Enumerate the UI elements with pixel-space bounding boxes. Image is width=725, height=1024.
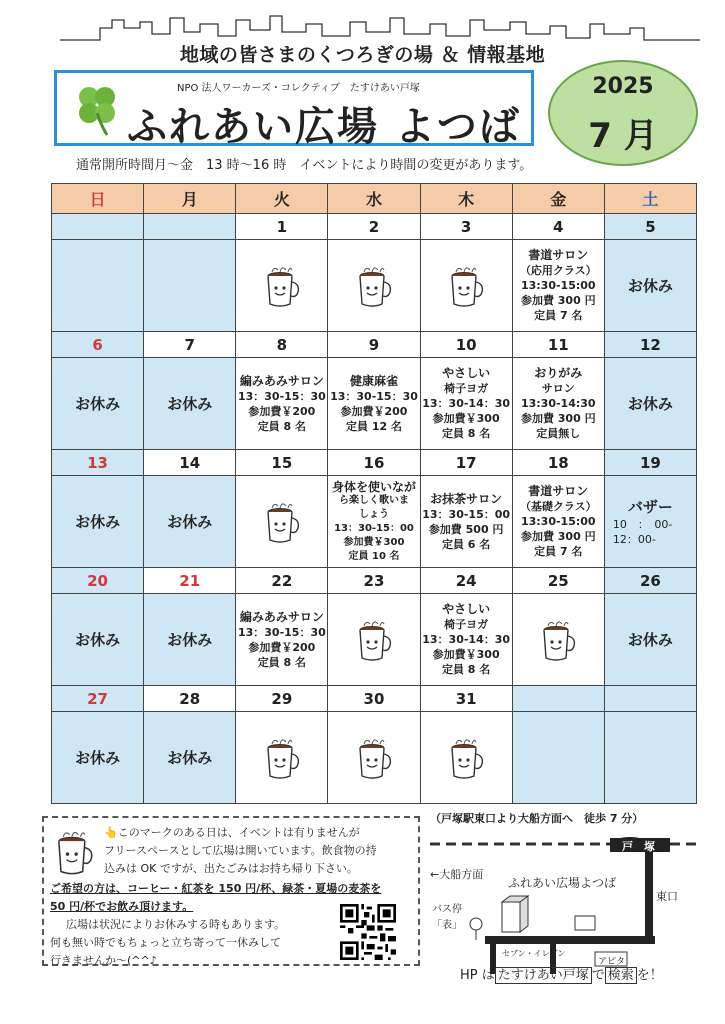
coffee-cup-icon: [446, 262, 486, 310]
date-number: 1: [236, 214, 328, 240]
date-number: 26: [604, 568, 696, 594]
event-line: 参加費 500 円: [428, 522, 504, 536]
event-line: 参加費 300 円: [520, 294, 596, 307]
day-cell: [144, 240, 236, 332]
day-cell: [144, 476, 236, 568]
event-line: やさしい: [442, 366, 491, 380]
event-line: 椅子ヨガ: [444, 618, 489, 631]
event-info: [513, 248, 604, 323]
map-ofuna-label: ←大船方面: [430, 868, 484, 881]
event-row: [52, 712, 697, 804]
event-row: [52, 476, 697, 568]
closed-label: お休み: [167, 395, 213, 413]
closed-label: お休み: [627, 395, 673, 413]
date-number: 23: [328, 568, 420, 594]
date-number: 11: [512, 332, 604, 358]
day-cell: [604, 240, 696, 332]
event-line: （基礎クラス）: [519, 500, 597, 513]
day-cell: [512, 358, 604, 450]
event-line: 椅子ヨガ: [444, 382, 489, 395]
date-row: [52, 214, 697, 240]
day-cell: [144, 358, 236, 450]
closed-label: お休み: [167, 749, 213, 767]
map-bus-stop-label: バス停: [432, 904, 462, 915]
date-number: 3: [420, 214, 512, 240]
hp-name-box: たすけあい戸塚: [495, 967, 592, 984]
closed-label: お休み: [75, 631, 121, 649]
date-number: 17: [420, 450, 512, 476]
event-line: 13:30-15:00: [520, 279, 596, 292]
event-line: 身体を使いなが: [331, 479, 416, 494]
bazaar-time-2: 12：00-: [612, 533, 656, 546]
weekday-wed: 水: [328, 184, 420, 214]
date-number: 4: [512, 214, 604, 240]
day-cell: [604, 476, 696, 568]
coffee-cup-icon: [52, 826, 96, 878]
event-line: 定員 7 名: [534, 309, 583, 322]
date-number: 15: [236, 450, 328, 476]
event-line: 13：30-15：30: [237, 625, 326, 639]
month-label: 7 月: [588, 116, 658, 156]
day-cell: [420, 240, 512, 332]
day-cell: [236, 712, 328, 804]
opening-hours: 通常開所時間月～金 13 時～16 時 イベントにより時間の変更があります。: [76, 158, 533, 173]
date-number: 19: [604, 450, 696, 476]
date-number: 9: [328, 332, 420, 358]
coffee-cup-icon: [354, 262, 394, 310]
event-info: [513, 484, 604, 559]
note-line-2: フリースペースとして広場は開いています。飲食物の持: [104, 844, 377, 857]
event-line: サロン: [541, 382, 575, 395]
day-cell: [236, 594, 328, 686]
event-line: 参加費 300 円: [520, 412, 596, 425]
date-number: 24: [420, 568, 512, 594]
weekday-fri: 金: [512, 184, 604, 214]
day-cell: [236, 476, 328, 568]
day-cell: [512, 476, 604, 568]
event-line: 定員 8 名: [441, 663, 491, 676]
event-line: おりがみ: [534, 366, 583, 380]
date-row: [52, 686, 697, 712]
note-line-5: 50 円/杯でお飲み頂けます。: [50, 900, 194, 913]
date-number: 7: [144, 332, 236, 358]
event-line: （応用クラス）: [519, 264, 597, 277]
closed-label: お休み: [627, 277, 673, 295]
hp-suffix: を！: [636, 968, 663, 983]
date-number: 8: [236, 332, 328, 358]
date-number: 30: [328, 686, 420, 712]
map-caption: （戸塚駅東口より大船方面へ 徒歩 7 分）: [430, 812, 644, 825]
event-info: [328, 374, 419, 434]
day-cell: [328, 476, 420, 568]
closed-label: お休み: [167, 513, 213, 531]
event-line: 健康麻雀: [349, 373, 398, 388]
weekday-thu: 木: [420, 184, 512, 214]
event-info: [328, 480, 419, 564]
date-number: 22: [236, 568, 328, 594]
date-number: [144, 214, 236, 240]
event-line: 定員 8 名: [257, 419, 307, 433]
day-cell: [52, 476, 144, 568]
event-line: 13：30-14：30: [422, 397, 511, 410]
date-number: 10: [420, 332, 512, 358]
homepage-search: [460, 964, 663, 983]
note-line-7: 何も無い時でもちょっと立ち寄って一休みして: [50, 936, 281, 949]
weekday-sun: 日: [52, 184, 144, 214]
event-line: 参加費￥200: [248, 640, 316, 654]
date-number: 31: [420, 686, 512, 712]
map-bus-name-label: 「表」: [432, 920, 462, 931]
day-cell: [604, 358, 696, 450]
event-info: [421, 492, 512, 552]
day-cell: [512, 712, 604, 804]
day-cell: [420, 712, 512, 804]
event-info: [421, 366, 512, 441]
qr-code-icon[interactable]: [340, 904, 396, 960]
date-row: [52, 450, 697, 476]
event-info: [236, 374, 327, 434]
closed-label: お休み: [75, 395, 121, 413]
event-line: 13：30-15：00: [422, 507, 511, 521]
event-line: 定員 6 名: [441, 537, 491, 551]
day-cell: [52, 240, 144, 332]
day-cell: [236, 358, 328, 450]
date-number: 18: [512, 450, 604, 476]
date-row: [52, 568, 697, 594]
event-row: [52, 240, 697, 332]
event-line: 13：30-15：30: [330, 389, 418, 403]
day-cell: [52, 712, 144, 804]
event-line: 定員 7 名: [534, 545, 583, 558]
day-cell: [328, 358, 420, 450]
coffee-cup-icon: [354, 616, 394, 664]
date-number: 29: [236, 686, 328, 712]
note-line-3: 込みは OK ですが、出たごみはお持ち帰り下さい。: [104, 862, 358, 875]
day-cell: [604, 594, 696, 686]
event-line: 定員無し: [536, 427, 581, 440]
hp-search-box[interactable]: 検索: [605, 967, 637, 984]
calendar-table: [51, 183, 697, 804]
event-line: 13：30-15：30: [237, 389, 326, 403]
access-map: [430, 808, 700, 976]
note-line-6: 広場は状況によりお休みする時もあります。: [66, 918, 286, 931]
event-line: 定員 10 名: [348, 550, 400, 562]
day-cell: [604, 712, 696, 804]
date-number: 28: [144, 686, 236, 712]
event-line: 参加費￥300: [343, 536, 405, 548]
day-cell: [512, 594, 604, 686]
day-cell: [144, 594, 236, 686]
event-line: 参加費￥200: [248, 404, 316, 418]
day-cell: [52, 594, 144, 686]
closed-label: お休み: [167, 631, 213, 649]
date-number: 16: [328, 450, 420, 476]
map-seven-label: セブン・イレブン: [502, 949, 566, 958]
day-cell: [328, 594, 420, 686]
date-number: 25: [512, 568, 604, 594]
date-number: 21: [144, 568, 236, 594]
coffee-cup-icon: [354, 734, 394, 782]
coffee-cup-icon: [262, 734, 302, 782]
date-number: 20: [52, 568, 144, 594]
day-cell: [420, 594, 512, 686]
day-cell: [512, 240, 604, 332]
map-apita-label: アピタ: [598, 957, 626, 967]
closed-label: お休み: [75, 749, 121, 767]
event-line: 参加費￥300: [432, 648, 500, 661]
clover-icon: [75, 83, 119, 137]
hp-mid: で: [591, 968, 605, 983]
event-line: しょう: [358, 508, 389, 520]
year-label: 2025: [592, 74, 654, 99]
event-line: 書道サロン: [528, 248, 589, 262]
event-line: 書道サロン: [528, 484, 589, 498]
coffee-cup-icon: [262, 498, 302, 546]
map-station-label: 戸 塚: [622, 840, 655, 853]
event-line: お抹茶サロン: [430, 491, 503, 506]
event-line: 定員 8 名: [257, 655, 307, 669]
date-number: 2: [328, 214, 420, 240]
event-row: [52, 358, 697, 450]
event-line: 参加費 300 円: [520, 530, 596, 543]
date-number: 14: [144, 450, 236, 476]
subtitle: 地域の皆さまのくつろぎの場 ＆ 情報基地: [179, 44, 546, 66]
day-cell: [236, 240, 328, 332]
bazaar-time-1: 10 ： 00-: [612, 518, 673, 531]
date-number: [512, 686, 604, 712]
day-cell: [144, 712, 236, 804]
event-info: [421, 602, 512, 677]
weekday-sat: 土: [604, 184, 696, 214]
date-number: 27: [52, 686, 144, 712]
event-line: やさしい: [442, 602, 491, 616]
event-line: 13：30-15：00: [334, 522, 414, 534]
event-info: [236, 610, 327, 670]
event-line: 13:30-15:00: [520, 515, 596, 528]
page-title: ふれあい広場 よつば: [127, 104, 521, 150]
day-cell: [52, 358, 144, 450]
date-number: [52, 214, 144, 240]
day-cell: [420, 476, 512, 568]
bazaar-title: バザー: [627, 498, 673, 516]
weekday-mon: 月: [144, 184, 236, 214]
note-line-4: ご希望の方は、コーヒー・紅茶を 150 円/杯、緑茶・夏場の麦茶を: [50, 882, 382, 895]
date-number: 12: [604, 332, 696, 358]
closed-label: お休み: [627, 631, 673, 649]
date-row: [52, 332, 697, 358]
info-note: [42, 816, 420, 966]
closed-label: お休み: [75, 513, 121, 531]
note-line-1: 👆このマークのある日は、イベントは有りませんが: [104, 826, 360, 839]
event-info: [513, 366, 604, 441]
day-cell: [420, 358, 512, 450]
date-number: [604, 686, 696, 712]
hp-prefix: HP は: [460, 968, 495, 983]
title-box: [54, 70, 534, 150]
weekday-tue: 火: [236, 184, 328, 214]
event-row: [52, 594, 697, 686]
event-line: 編みあみサロン: [239, 609, 324, 624]
map-place-label: ふれあい広場よつば: [508, 876, 617, 890]
coffee-cup-icon: [446, 734, 486, 782]
event-line: 参加費￥200: [340, 404, 408, 418]
event-line: 定員 8 名: [441, 427, 491, 440]
note-line-8: 行きませんか～(^^♪: [50, 954, 157, 967]
event-line: ら楽しく歌いま: [338, 494, 409, 506]
date-number: 5: [604, 214, 696, 240]
event-line: 定員 12 名: [346, 419, 402, 433]
day-cell: [328, 712, 420, 804]
date-number: 13: [52, 450, 144, 476]
date-number: 6: [52, 332, 144, 358]
weekday-header-row: [52, 184, 697, 214]
map-east-exit-label: 東口: [656, 890, 678, 903]
event-line: 参加費￥300: [432, 412, 500, 425]
month-badge: [548, 60, 698, 166]
event-line: 編みあみサロン: [239, 373, 324, 388]
day-cell: [328, 240, 420, 332]
coffee-cup-icon: [538, 616, 578, 664]
event-line: 13:30-14:30: [520, 397, 596, 410]
coffee-cup-icon: [262, 262, 302, 310]
event-line: 13：30-14：30: [422, 633, 511, 646]
org-name: NPO 法人ワーカーズ・コレクティブ たすけあい戸塚: [177, 83, 420, 94]
